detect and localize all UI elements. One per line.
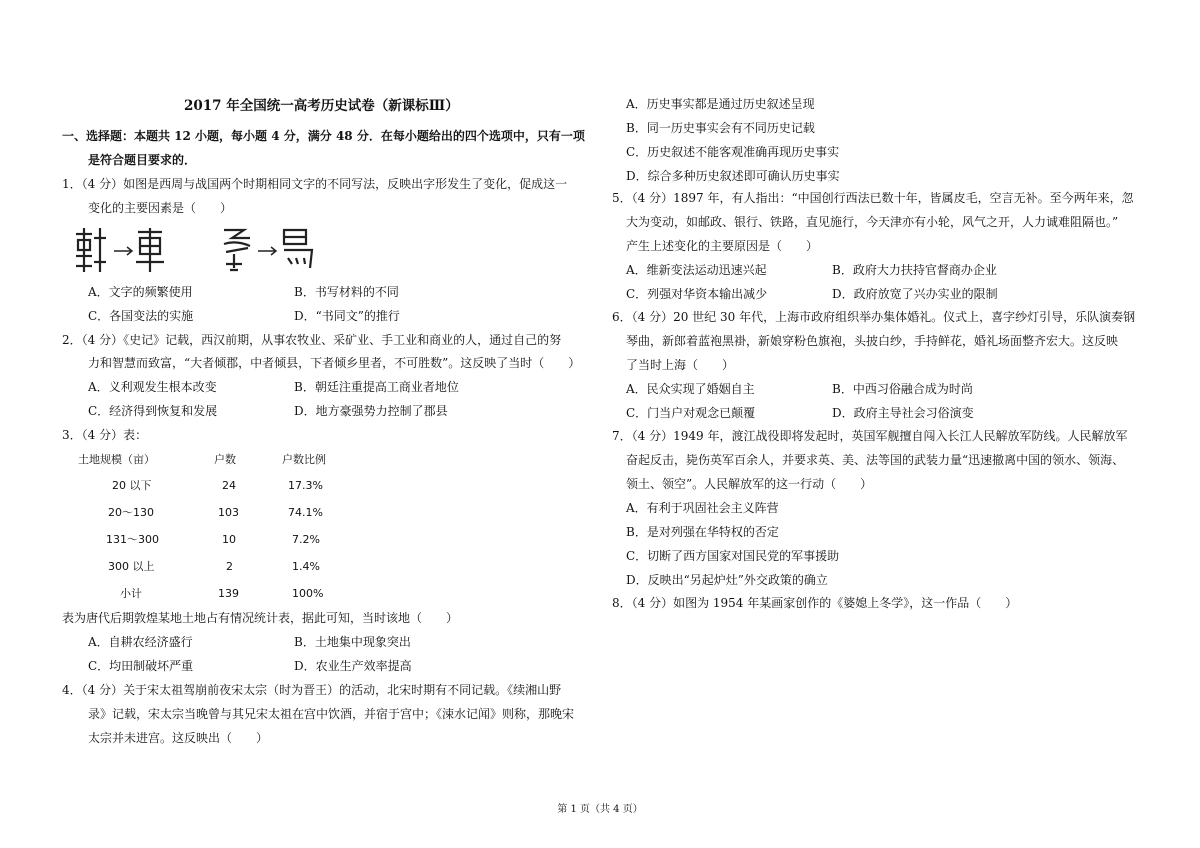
q1-option-c: C．各国变法的实施 bbox=[88, 309, 194, 323]
table-cell: 17.3% bbox=[288, 479, 323, 492]
table-cell: 7.2% bbox=[292, 533, 320, 546]
q2-stem-line2: 力和智慧而致富，“大者倾郡，中者倾县，下者倾乡里者，不可胜数”。这反映了当时（ ） bbox=[88, 356, 581, 370]
page-footer: 第 1 页（共 4 页） bbox=[557, 804, 643, 815]
q1-stem-line1: 1．（4 分）如图是西周与战国两个时期相同文字的不同写法，反映出字形发生了变化，促成这一 bbox=[62, 177, 568, 191]
table-cell: 100% bbox=[292, 587, 324, 600]
later-ma-glyph bbox=[284, 230, 312, 268]
q6-option-d: D．政府主导社会习俗演变 bbox=[832, 406, 974, 420]
q6-stem-line3: 了当时上海（ ） bbox=[626, 358, 735, 372]
section-heading-line1: 一、选择题：本题共 12 小题，每小题 4 分，满分 48 分．在每小题给出的四个选项中，只有一项 bbox=[62, 129, 585, 143]
table-header-land-size: 土地规模（亩） bbox=[78, 453, 155, 466]
q5-option-c: C．列强对华资本输出减少 bbox=[626, 287, 768, 301]
q3-option-c: C．均田制破坏严重 bbox=[88, 659, 194, 673]
table-cell: 2 bbox=[226, 560, 233, 573]
section-heading-line2: 是符合题目要求的． bbox=[88, 153, 197, 167]
q4-option-a: A．历史事实都是通过历史叙述呈现 bbox=[626, 97, 815, 111]
table-cell: 10 bbox=[222, 533, 236, 546]
q5-option-b: B．政府大力扶持官督商办企业 bbox=[832, 263, 997, 277]
q2-option-b: B．朝廷注重提高工商业者地位 bbox=[294, 380, 459, 394]
table-header-ratio: 户数比例 bbox=[282, 453, 326, 466]
arrow-right-icon bbox=[114, 247, 132, 255]
ancient-che-glyph bbox=[76, 228, 106, 272]
q6-option-c: C．门当户对观念已颠覆 bbox=[626, 406, 756, 420]
q1-option-d: D．“书同文”的推行 bbox=[294, 309, 400, 323]
q1-character-figure bbox=[74, 224, 329, 276]
q7-stem-line2: 奋起反击，毙伤英军百余人，并要求英、美、法等国的武装力量“迅速撤离中国的领水、领海、 bbox=[626, 453, 1125, 467]
q6-option-a: A．民众实现了婚姻自主 bbox=[626, 382, 755, 396]
q2-option-a: A．义利观发生根本改变 bbox=[88, 380, 217, 394]
q7-option-d: D．反映出“另起炉灶”外交政策的确立 bbox=[626, 573, 828, 587]
table-cell: 300 以上 bbox=[108, 560, 155, 573]
q4-option-d: D．综合多种历史叙述即可确认历史事实 bbox=[626, 169, 840, 183]
arrow-right-icon bbox=[258, 247, 276, 255]
table-cell: 24 bbox=[222, 479, 236, 492]
table-cell: 139 bbox=[218, 587, 239, 600]
q4-option-c: C．历史叙述不能客观准确再现历史事实 bbox=[626, 145, 840, 159]
table-cell: 小计 bbox=[120, 587, 142, 600]
q7-option-c: C．切断了西方国家对国民党的军事援助 bbox=[626, 549, 840, 563]
table-header-households: 户数 bbox=[214, 453, 236, 466]
q6-option-b: B．中西习俗融合成为时尚 bbox=[832, 382, 973, 396]
table-cell: 20 以下 bbox=[112, 479, 152, 492]
q7-stem-line1: 7．（4 分）1949 年，渡江战役即将发起时，英国军舰擅自闯入长江人民解放军防线。人民解放军 bbox=[612, 429, 1128, 443]
table-cell: 20～130 bbox=[108, 506, 154, 519]
q5-stem-line3: 产生上述变化的主要原因是（ ） bbox=[626, 239, 819, 253]
q5-option-a: A．维新变法运动迅速兴起 bbox=[626, 263, 767, 277]
table-cell: 103 bbox=[218, 506, 239, 519]
q7-stem-line3: 领土、领空”。人民解放军的这一行动（ ） bbox=[626, 477, 873, 491]
q6-stem-line2: 琴曲，新郎着蓝袍黑褂，新娘穿粉色旗袍，头披白纱，手持鲜花，婚礼场面整齐宏大。这反映 bbox=[626, 334, 1119, 348]
q3-stem: 3．（4 分）表： bbox=[62, 428, 148, 442]
q7-option-b: B．是对列强在华特权的否定 bbox=[626, 525, 779, 539]
q4-stem-line2: 录》记载，宋太宗当晚曾与其兄宋太祖在宫中饮酒，并宿于宫中；《涑水记闻》则称，那晚宋 bbox=[88, 707, 575, 721]
q3-option-d: D．农业生产效率提高 bbox=[294, 659, 412, 673]
page-title: 2017 年全国统一高考历史试卷（新课标Ⅲ） bbox=[184, 98, 459, 114]
q5-stem-line2: 大为变动，如邮政、银行、铁路，直见施行，今天津亦有小轮，风气之开，人力诚难阻隔也。” bbox=[626, 215, 1119, 229]
q1-option-b: B．书写材料的不同 bbox=[294, 285, 399, 299]
q4-option-b: B．同一历史事实会有不同历史记载 bbox=[626, 121, 815, 135]
q4-stem-line1: 4．（4 分）关于宋太祖驾崩前夜宋太宗（时为晋王）的活动，北宋时期有不同记载。《续湘山野 bbox=[62, 683, 562, 697]
q3-stem-after: 表为唐代后期敦煌某地土地占有情况统计表，据此可知，当时该地（ ） bbox=[62, 611, 459, 625]
q2-stem-line1: 2．（4 分）《史记》记载，西汉前期，从事农牧业、采矿业、手工业和商业的人，通过自己的努 bbox=[62, 333, 562, 347]
q5-option-d: D．政府放宽了兴办实业的限制 bbox=[832, 287, 998, 301]
q1-option-a: A．文字的频繁使用 bbox=[88, 285, 193, 299]
table-cell: 131～300 bbox=[106, 533, 159, 546]
q3-option-b: B．土地集中现象突出 bbox=[294, 635, 411, 649]
q6-stem-line1: 6．（4 分）20 世纪 30 年代，上海市政府组织举办集体婚礼。仪式上，喜字纱灯引导，乐队演奏钢 bbox=[612, 310, 1136, 324]
q7-option-a: A．有利于巩固社会主义阵营 bbox=[626, 501, 779, 515]
table-cell: 74.1% bbox=[288, 506, 323, 519]
q8-stem: 8．（4 分）如图为 1954 年某画家创作的《婆媳上冬学》，这一作品（ ） bbox=[612, 596, 1018, 610]
q2-option-d: D．地方豪强势力控制了郡县 bbox=[294, 404, 448, 418]
later-che-glyph bbox=[136, 228, 164, 272]
table-cell: 1.4% bbox=[292, 560, 320, 573]
q1-stem-line2: 变化的主要因素是（ ） bbox=[88, 201, 233, 215]
q4-stem-line3: 太宗并未进宫。这反映出（ ） bbox=[88, 731, 269, 745]
ancient-ma-glyph bbox=[224, 230, 250, 270]
q2-option-c: C．经济得到恢复和发展 bbox=[88, 404, 218, 418]
q3-option-a: A．自耕农经济盛行 bbox=[88, 635, 193, 649]
q5-stem-line1: 5．（4 分）1897 年，有人指出：“中国创行西法已数十年，皆属皮毛，空言无补。至今两年来，忽 bbox=[612, 191, 1134, 205]
